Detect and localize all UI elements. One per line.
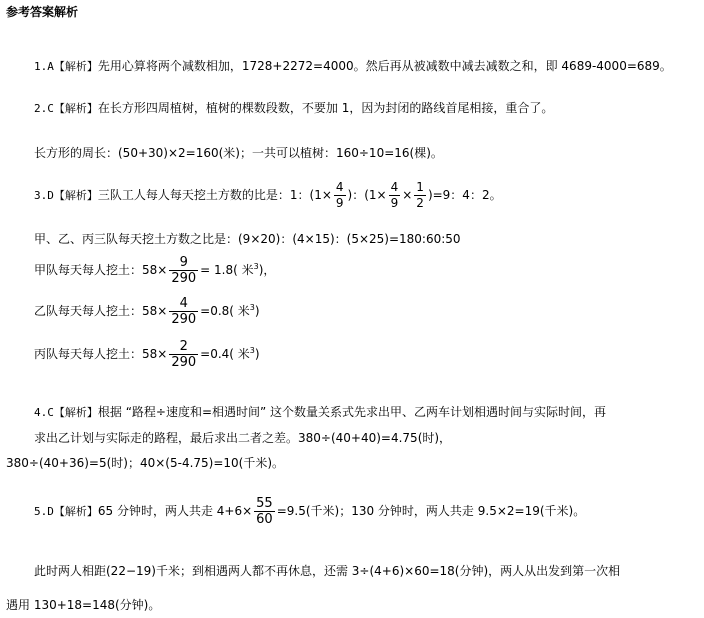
fraction-1-2: $\frac{1}{2}$	[416, 180, 424, 210]
answer-5: 5.D【解析】65 分钟时，两人共走 4+6× $\frac{55}{60}$ =9.5(千米)；130 分钟时，两人共走 9.5×2=19(千米)。	[34, 496, 586, 527]
answer-4-text: 根据 “路程÷速度和=相遇时间” 这个数量关系式先求出甲、乙两车计划相遇时间与实际时间，再	[97, 405, 607, 419]
answer-1-text: 先用心算将两个减数相加，1728+2272=4000。然后再从被减数中减去减数之和，即 4689-4000=689。	[97, 59, 672, 73]
answer-3-yi: 乙队每天每人挖土：58× $\frac{4}{290}$ =0.8( 米$^3$)	[34, 296, 260, 327]
answer-1-label: 1.A【解析】	[34, 60, 98, 73]
answer-3-t1: 三队工人每人每天挖土方数的比是：1：(1×	[97, 188, 332, 202]
answer-2-label: 2.C【解析】	[34, 102, 98, 115]
answer-3-ratio: 甲、乙、丙三队每天挖土方数之比是：(9×20)：(4×15)：(5×25)=180:60:50	[34, 232, 461, 246]
fraction-9-290: $\frac{9}{290}$	[171, 255, 197, 286]
answer-5-line3: 遇用 130+18=148(分钟)。	[6, 598, 161, 612]
answer-4-line2: 求出乙计划与实际走的路程，最后求出二者之差。380÷(40+40)=4.75(时)，	[34, 431, 452, 445]
fraction-4-9-a: $\frac{4}{9}$	[335, 180, 344, 210]
fraction-2-290: $\frac{2}{290}$	[171, 339, 197, 370]
fraction-55-60: $\frac{55}{60}$	[256, 496, 273, 527]
answer-2-perimeter: 长方形的周长：(50+30)×2=160(米)；一共可以植树：160÷10=16(棵)。	[34, 146, 443, 160]
answer-4-line3: 380÷(40+36)=5(时)；40×(5-4.75)=10(千米)。	[6, 456, 285, 470]
fraction-4-9-b: $\frac{4}{9}$	[390, 180, 399, 210]
fraction-4-290: $\frac{4}{290}$	[171, 296, 197, 327]
answer-3-label: 3.D【解析】	[34, 189, 98, 202]
answer-3: 3.D【解析】三队工人每人每天挖土方数的比是：1：(1× $\frac{4}{9}$ )：(1× $\frac{4}{9}$ × $\frac{1}{2}$ )=9：4：2。	[34, 180, 502, 210]
answer-2	[34, 100, 553, 117]
page-heading: 参考答案解析	[6, 5, 79, 19]
answer-4-label: 4.C【解析】	[34, 406, 98, 419]
answer-1	[34, 58, 672, 75]
answer-3-bing: 丙队每天每人挖土：58× $\frac{2}{290}$ =0.4( 米$^3$)	[34, 339, 260, 370]
answer-5-line2: 此时两人相距(22−19)千米；到相遇两人都不再休息，还需 3÷(4+6)×60=18(分钟)，两人从出发到第一次相	[34, 564, 621, 578]
answer-4	[34, 404, 606, 421]
answer-3-jia: 甲队每天每人挖土：58× $\frac{9}{290}$ = 1.8( 米$^3$)，	[34, 255, 276, 286]
answer-2-text: 在长方形四周植树，植树的棵数段数，不要加 1，因为封闭的路线首尾相接，重合了。	[97, 101, 554, 115]
answer-5-label: 5.D【解析】	[34, 505, 98, 518]
